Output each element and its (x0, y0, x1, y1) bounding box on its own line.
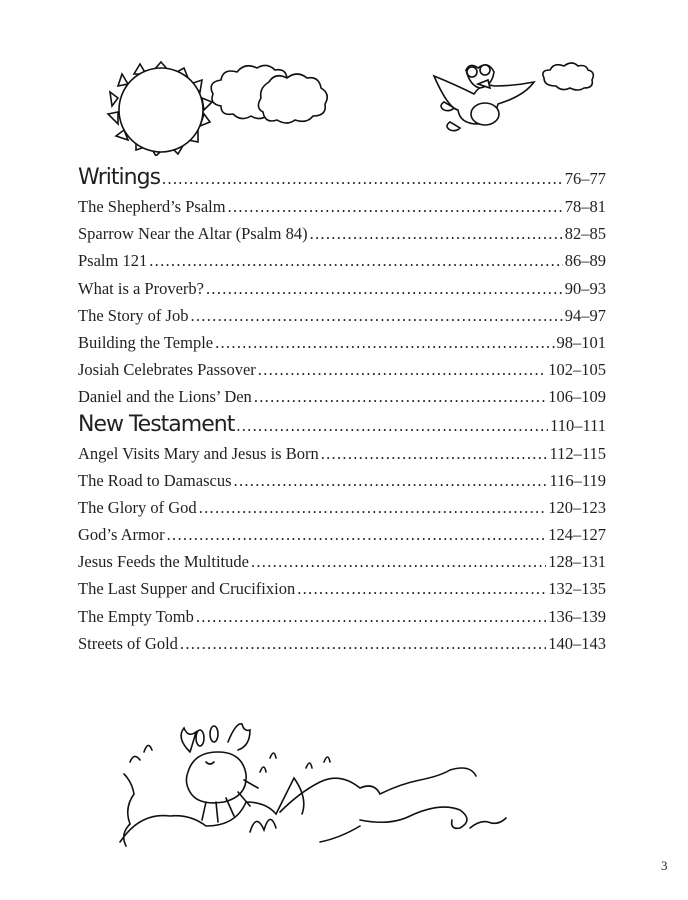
toc-entry (78, 302, 606, 329)
dot-leader (254, 383, 546, 410)
toc-entry (78, 494, 606, 521)
dot-leader (199, 494, 547, 521)
toc-pages: 98–101 (556, 332, 606, 352)
toc-entry (78, 329, 606, 356)
dot-leader (180, 630, 546, 657)
toc-pages: 112–115 (549, 443, 606, 463)
toc-title: Angel Visits Mary and Jesus is Born (78, 443, 319, 463)
toc-entry (78, 193, 606, 220)
toc-entry (78, 603, 606, 630)
toc-pages: 140–143 (548, 633, 606, 653)
toc-title: The Story of Job (78, 305, 189, 325)
cloud-icon (538, 62, 600, 92)
toc-title: Jesus Feeds the Multitude (78, 552, 249, 572)
dot-leader (228, 193, 563, 220)
toc-title: God’s Armor (78, 525, 165, 545)
dot-leader (234, 467, 548, 494)
crab-icon (181, 724, 258, 822)
dot-leader (310, 220, 563, 247)
toc-entry (78, 630, 606, 657)
toc-pages: 76–77 (564, 169, 606, 188)
toc-entry (78, 548, 606, 575)
toc-entry (78, 275, 606, 302)
toc-title: The Glory of God (78, 497, 197, 517)
cloud-icon (205, 64, 335, 124)
dot-leader (258, 356, 546, 383)
toc-entry (78, 521, 606, 548)
toc-pages: 78–81 (564, 197, 606, 216)
toc-pages: 116–119 (549, 470, 606, 490)
crab-waves-illustration (110, 722, 510, 862)
toc-entry (78, 247, 606, 274)
toc-title: The Last Supper and Crucifixion (78, 579, 296, 599)
toc-pages: 132–135 (548, 579, 606, 599)
toc-pages: 128–131 (548, 552, 606, 572)
toc-title: Streets of Gold (78, 633, 178, 653)
toc-title: Sparrow Near the Altar (Psalm 84) (78, 224, 308, 244)
toc-title: New Testament (78, 411, 235, 437)
toc-entry (78, 467, 606, 494)
toc-pages: 94–97 (564, 305, 606, 325)
toc-pages: 110–111 (550, 415, 606, 435)
dot-leader (167, 521, 547, 548)
toc-entry (78, 383, 606, 410)
toc-section-writings (78, 164, 606, 193)
toc-pages: 136–139 (548, 606, 606, 626)
dot-leader (215, 329, 554, 356)
toc-pages: 120–123 (548, 497, 606, 517)
toc-title: The Empty Tomb (78, 606, 194, 626)
dot-leader (162, 165, 563, 192)
toc-section-new-testament (78, 411, 606, 440)
table-of-contents (78, 164, 606, 657)
toc-entry (78, 575, 606, 602)
toc-title: Josiah Celebrates Passover (78, 360, 256, 380)
dot-leader (149, 247, 563, 274)
toc-pages: 82–85 (564, 224, 606, 244)
toc-title: Daniel and the Lions’ Den (78, 387, 252, 407)
toc-pages: 86–89 (564, 251, 606, 271)
toc-entry (78, 356, 606, 383)
toc-title: Psalm 121 (78, 251, 148, 271)
toc-pages: 102–105 (548, 360, 606, 380)
bird-icon (430, 62, 540, 146)
dot-leader (236, 412, 548, 439)
sun-icon (104, 60, 218, 156)
toc-pages: 90–93 (564, 278, 606, 298)
dot-leader (321, 440, 548, 467)
waves-icon (120, 745, 506, 846)
dot-leader (196, 603, 546, 630)
toc-title: What is a Proverb? (78, 278, 204, 298)
toc-title: The Shepherd’s Psalm (78, 197, 226, 216)
dot-leader (251, 548, 546, 575)
toc-pages: 124–127 (548, 525, 606, 545)
dot-leader (206, 275, 563, 302)
toc-pages: 106–109 (548, 387, 606, 407)
toc-title: The Road to Damascus (78, 470, 232, 490)
toc-title: Building the Temple (78, 332, 214, 352)
toc-entry (78, 220, 606, 247)
page-number: 3 (661, 858, 668, 873)
dot-leader (297, 575, 546, 602)
toc-title: Writings (78, 165, 161, 190)
toc-entry (78, 440, 606, 467)
dot-leader (190, 302, 562, 329)
